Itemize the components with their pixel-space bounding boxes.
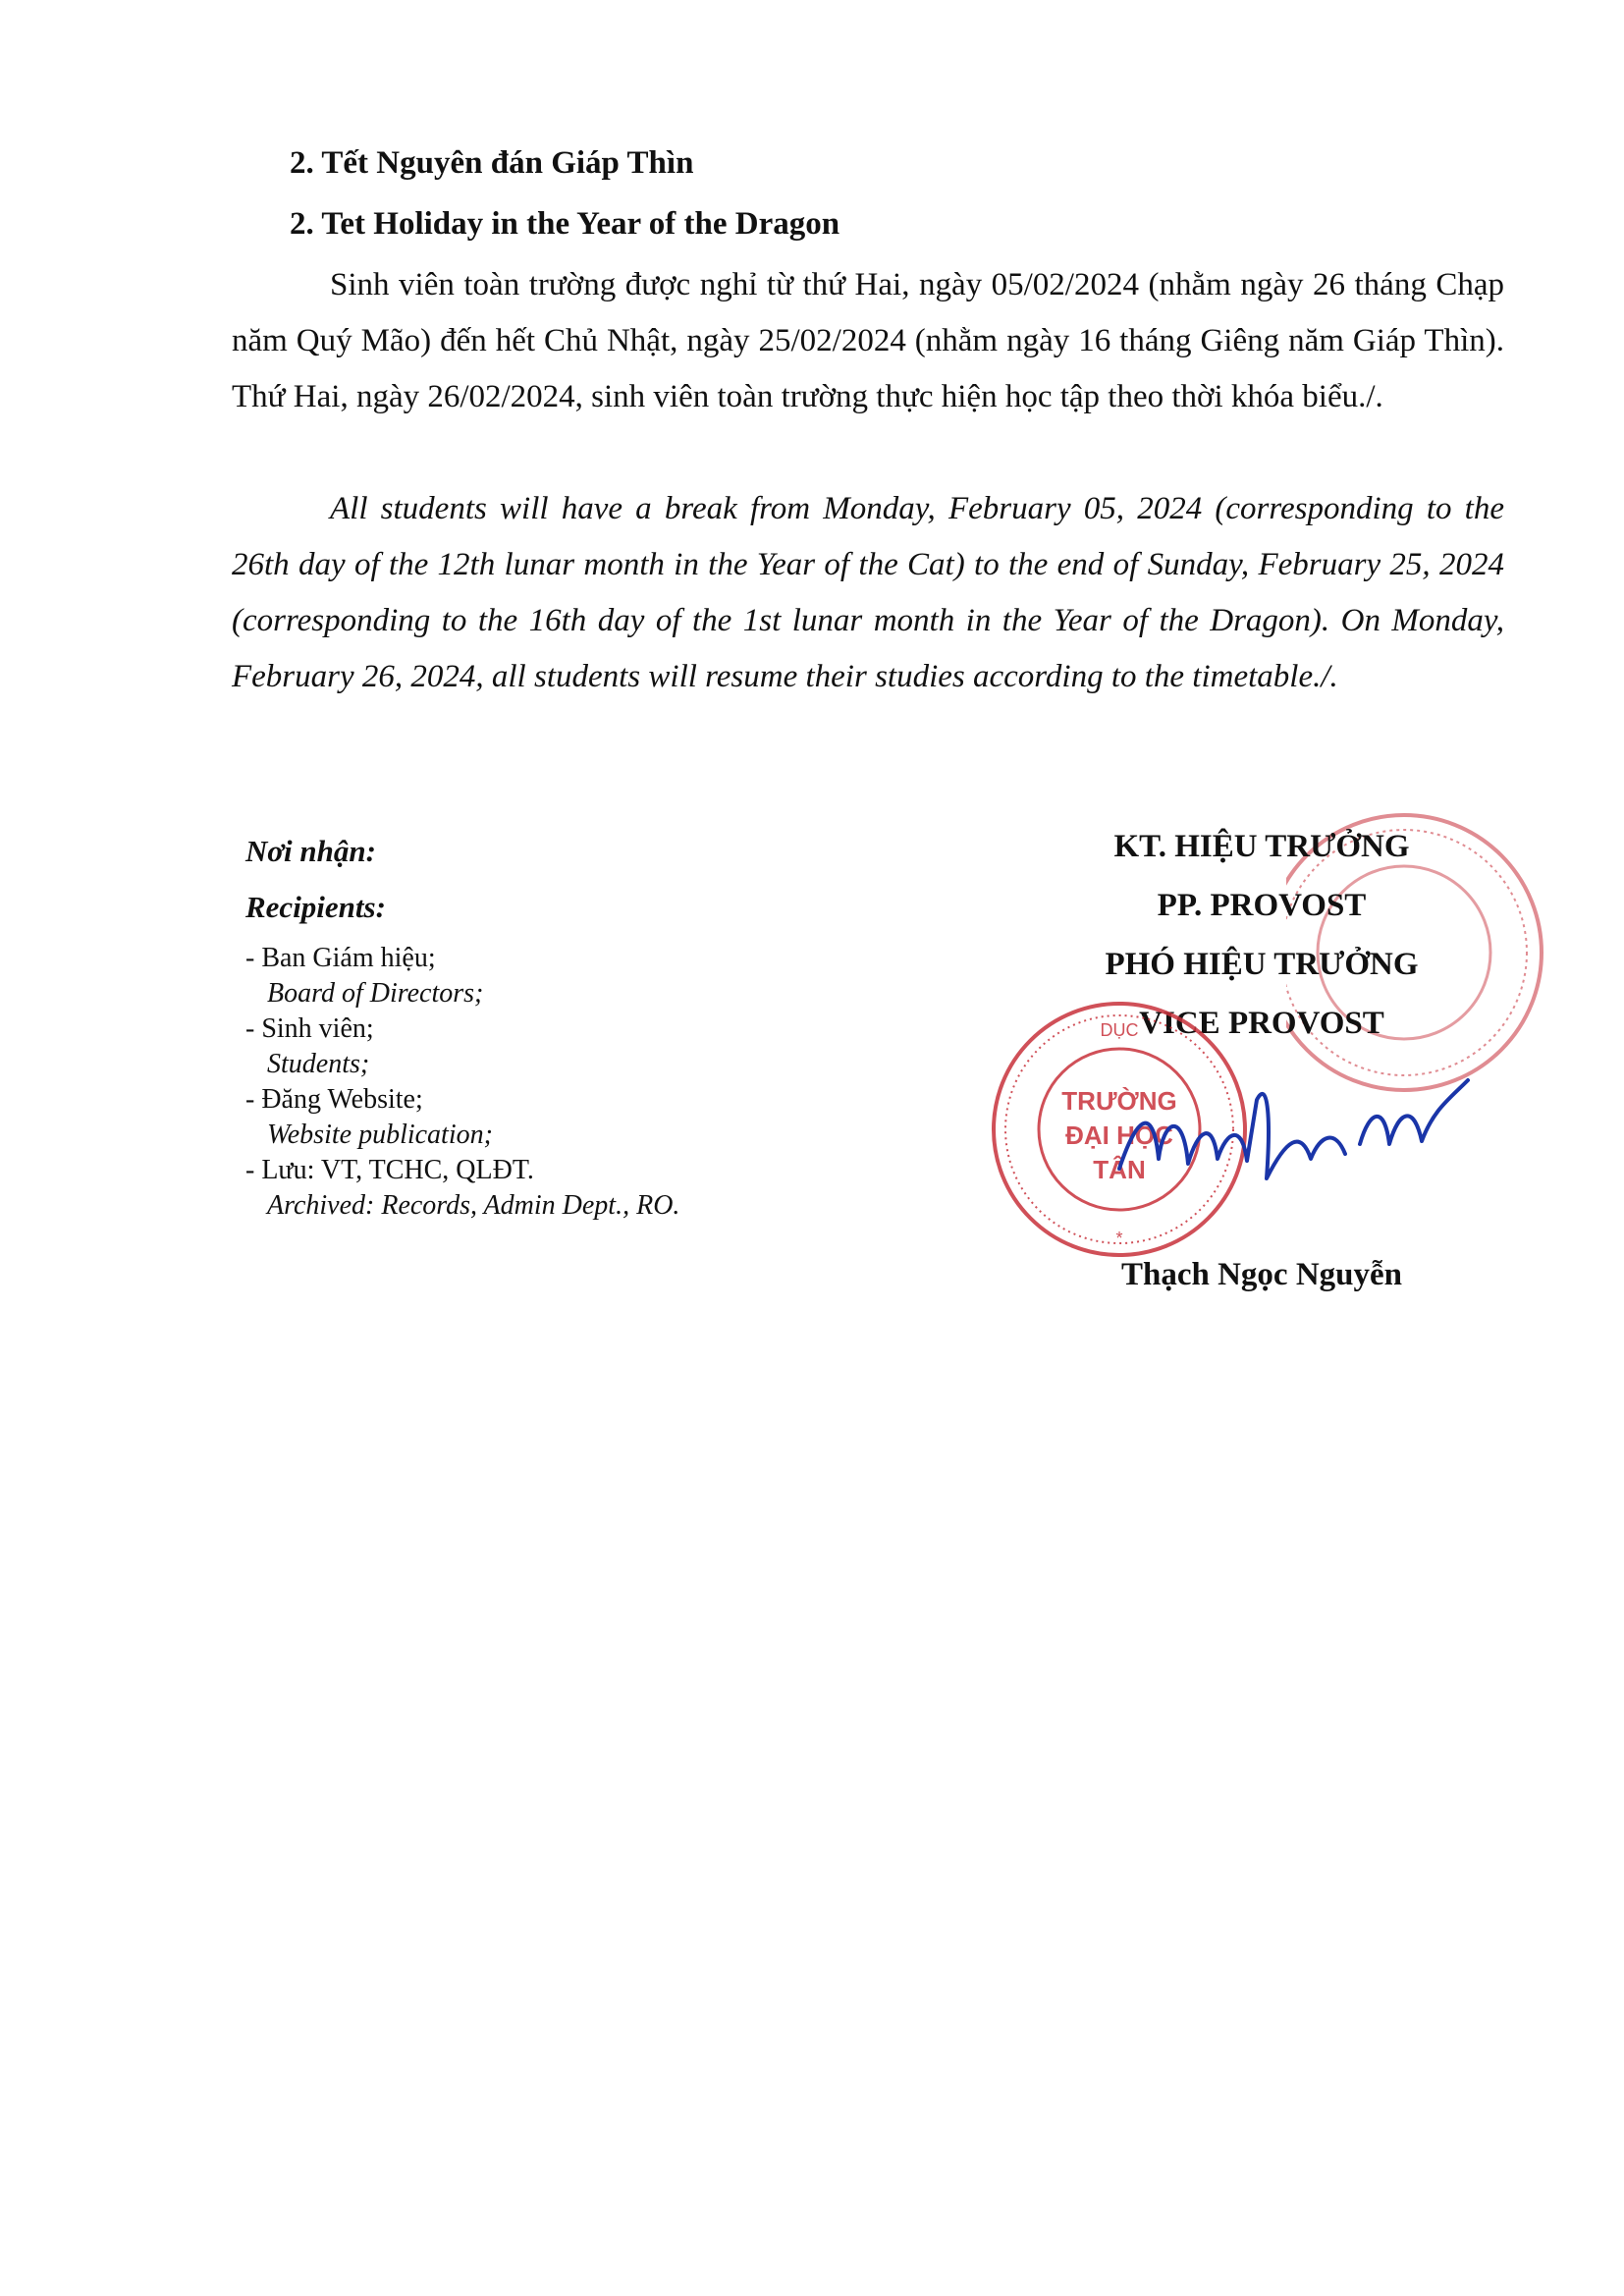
seal-text: TÂN xyxy=(1093,1155,1146,1184)
recipients-block xyxy=(245,823,835,1224)
seal-text: TRƯỜNG xyxy=(1061,1086,1177,1116)
signature-title-line: PHÓ HIỆU TRƯỞNG xyxy=(1105,947,1419,982)
recipient-vi: - Sinh viên; xyxy=(245,1013,374,1044)
recipient-vi: - Đăng Website; xyxy=(245,1084,423,1115)
seal-text: DỤC xyxy=(1100,1020,1139,1040)
signature-title-line: PP. PROVOST xyxy=(1157,888,1367,923)
section-heading-vi: 2. Tết Nguyên đán Giáp Thìn xyxy=(290,145,694,181)
seal-star-icon: * xyxy=(1115,1229,1123,1248)
recipient-en: Website publication; xyxy=(267,1120,493,1150)
recipient-item xyxy=(245,1082,835,1153)
seal-text: ĐẠI HỌC xyxy=(1065,1121,1173,1150)
recipient-item xyxy=(245,1153,835,1224)
recipient-en: Board of Directors; xyxy=(267,978,484,1009)
holiday-paragraph-vi: Sinh viên toàn trường được nghỉ từ thứ Hai, ngày 05/02/2024 (nhằm ngày 26 tháng Chạp năm Quý Mão) đến hết Chủ Nhật, ngày 25/02/2024 (nhằm ngày 16 tháng Giêng năm Giáp Thìn). Thứ Hai, ngày 26/02/2024, sinh viên toàn trường thực hiện học tập theo thời khóa biểu./. xyxy=(232,267,1504,414)
recipient-vi: - Ban Giám hiệu; xyxy=(245,943,436,973)
signature-title-line: KT. HIỆU TRƯỞNG xyxy=(1113,829,1410,864)
recipient-item xyxy=(245,941,835,1011)
recipient-en: Students; xyxy=(267,1049,370,1079)
recipient-en: Archived: Records, Admin Dept., RO. xyxy=(267,1190,680,1221)
recipients-label-en: Recipients: xyxy=(245,890,386,924)
signature-title-line: VICE PROVOST xyxy=(1139,1006,1384,1041)
recipient-item xyxy=(245,1011,835,1082)
signer-name: Thạch Ngọc Nguyễn xyxy=(1120,1257,1403,1292)
section-heading-en: 2. Tet Holiday in the Year of the Dragon xyxy=(290,206,840,242)
handwritten-signature xyxy=(1110,1051,1473,1208)
recipients-label-vi: Nơi nhận: xyxy=(245,834,376,868)
recipient-vi: - Lưu: VT, TCHC, QLĐT. xyxy=(245,1155,534,1185)
recipients-list xyxy=(245,941,835,1224)
holiday-paragraph-en: All students will have a break from Monday, February 05, 2024 (corresponding to the 26th day of the 12th lunar month in the Year of the Cat) to the end of Sunday, February 25, 2024 (corresponding to the 16th day of the 1st lunar month in the Year of the Dragon). On Monday, February 26, 2024, all students will resume their studies according to the timetable./. xyxy=(232,491,1504,694)
